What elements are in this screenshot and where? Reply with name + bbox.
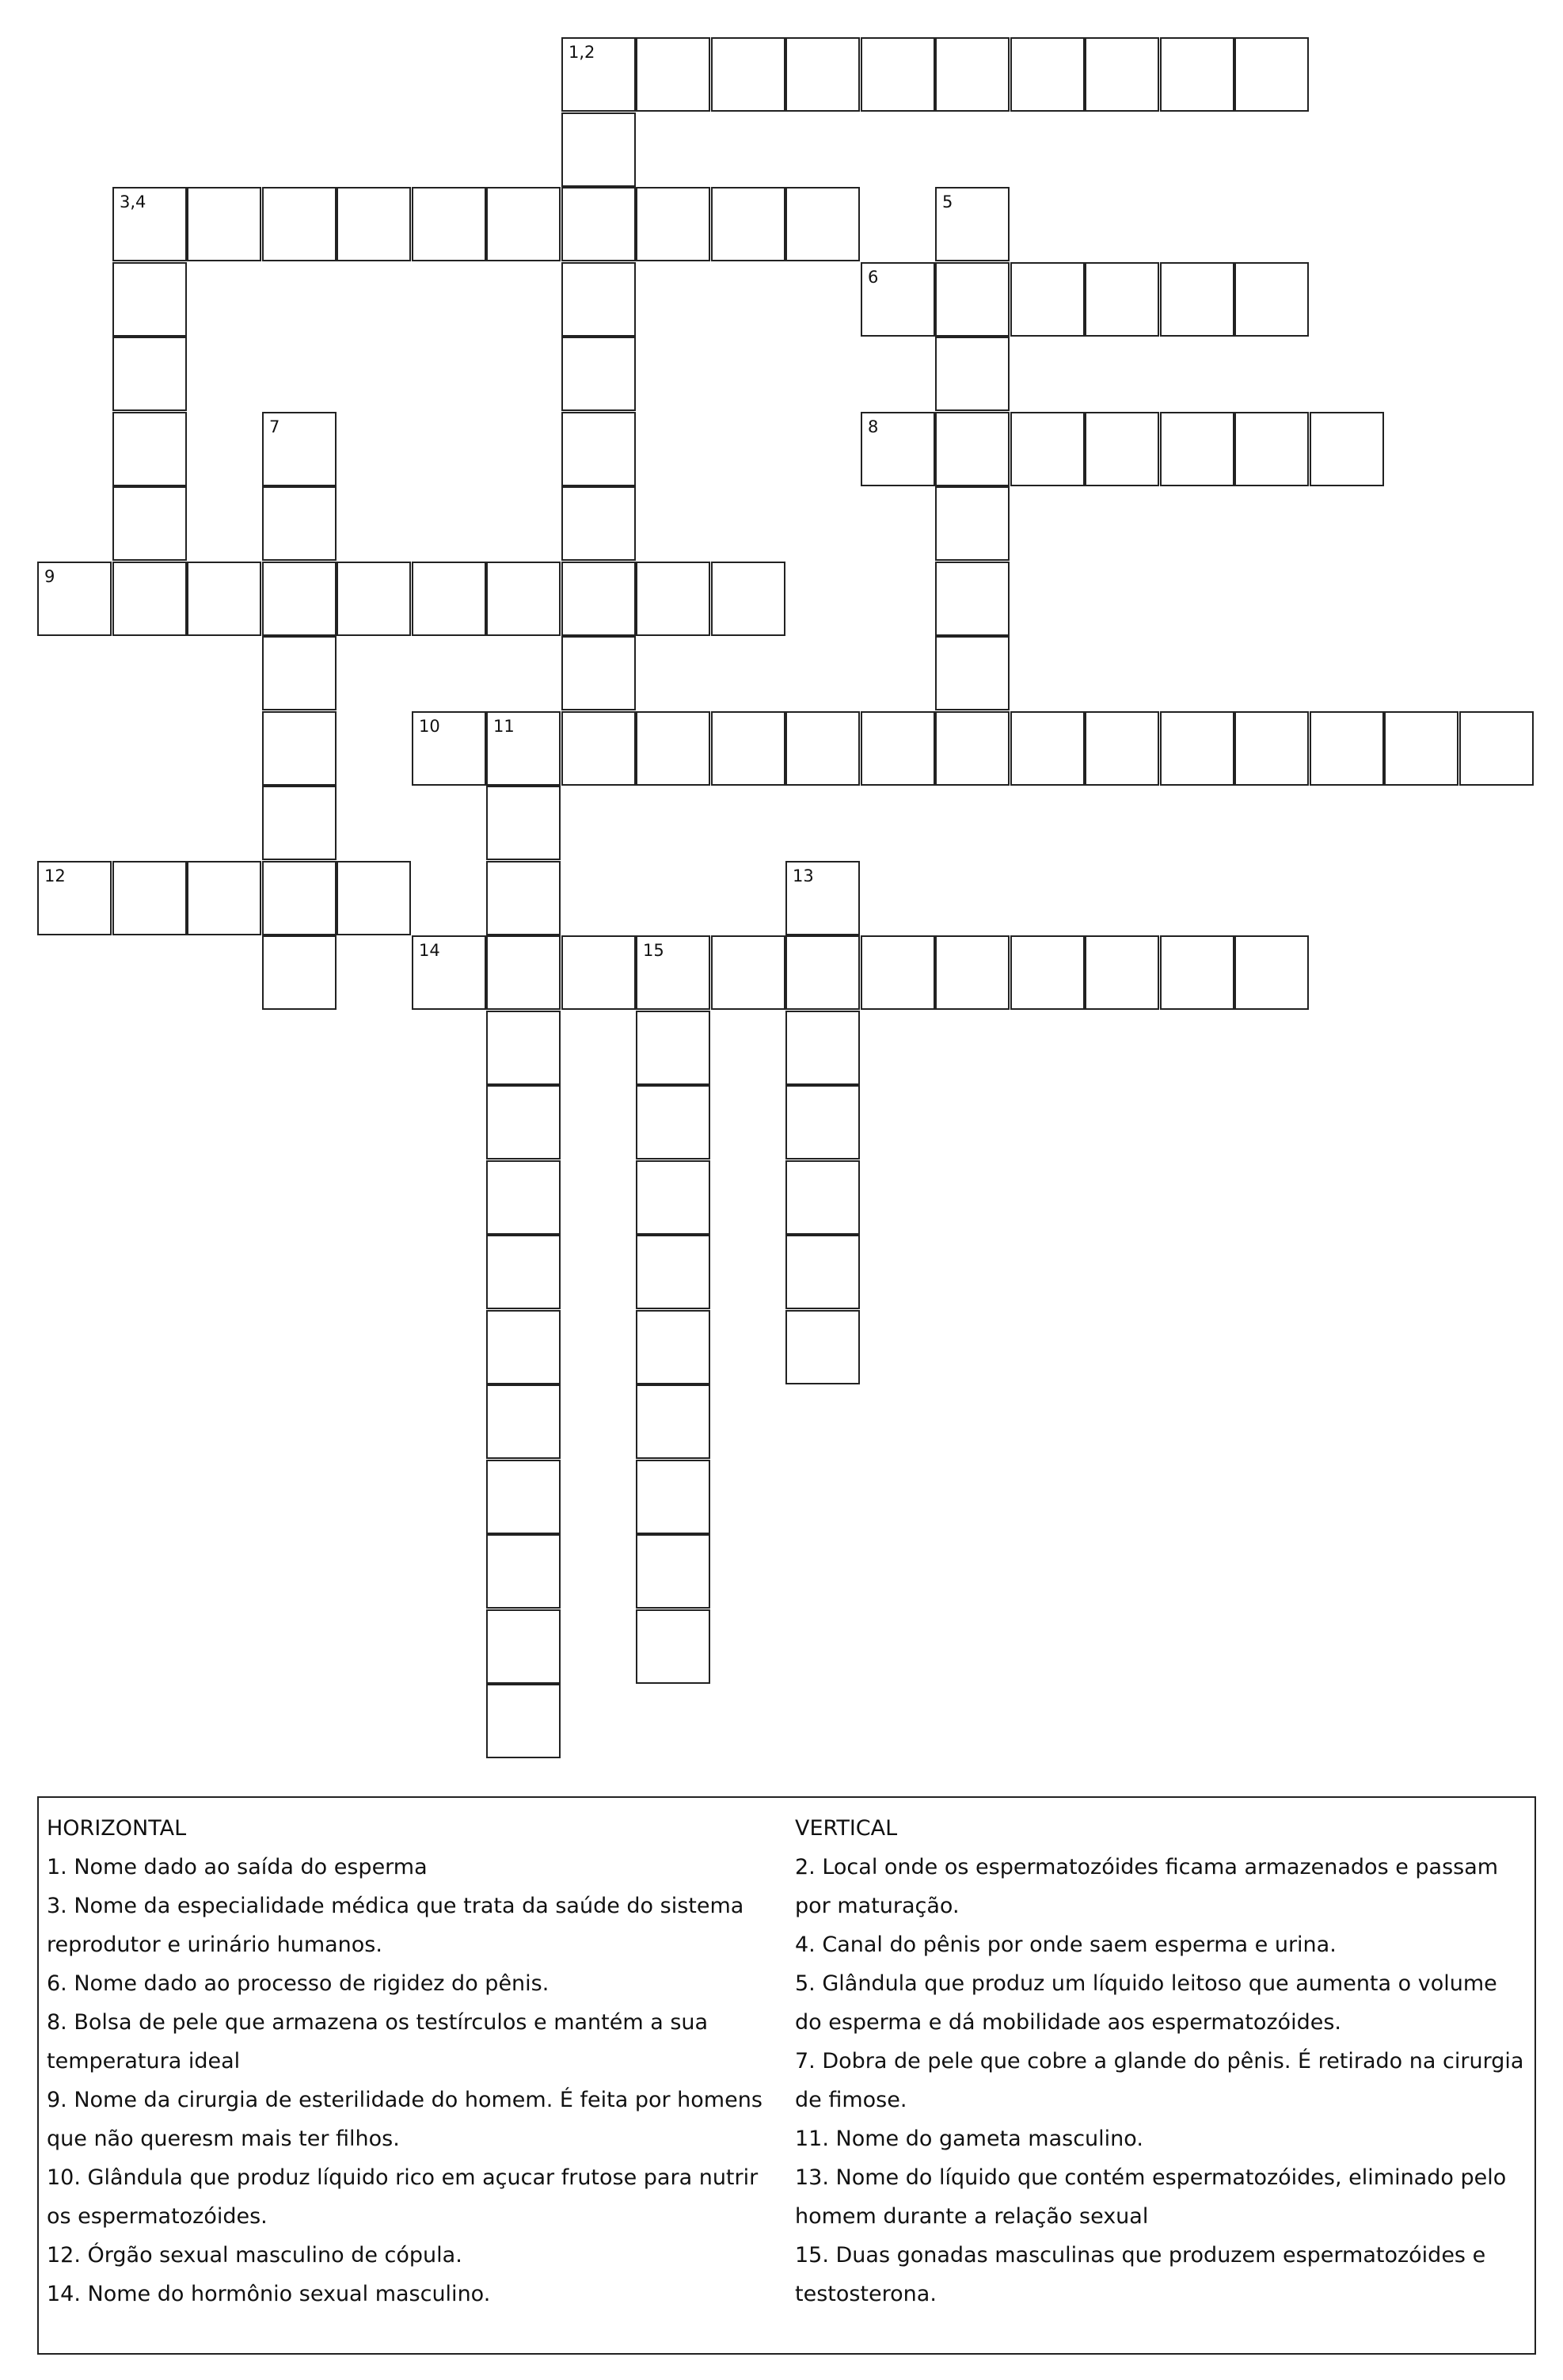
clue-10: 10. Glândula que produz líquido rico em açucar frutose para nutrir os espermatozóides. <box>47 2165 759 2229</box>
crossword-cell[interactable] <box>1010 37 1085 112</box>
crossword-cell[interactable] <box>187 861 261 935</box>
crossword-cell[interactable] <box>37 861 112 935</box>
crossword-cell[interactable] <box>785 935 860 1010</box>
crossword-cell[interactable] <box>711 935 785 1010</box>
crossword-cell[interactable] <box>1160 37 1234 112</box>
crossword-cell[interactable] <box>486 1310 561 1384</box>
crossword-cell[interactable] <box>935 486 1010 561</box>
crossword-cell[interactable] <box>486 1085 561 1160</box>
crossword-cell[interactable] <box>785 37 860 112</box>
crossword-cell[interactable] <box>636 1235 710 1309</box>
clue-number: 7 <box>269 417 280 436</box>
clue-5: 5. Glândula que produz um líquido leitoso que aumenta o volume do esperma e dá mobilidade aos espermatozóides. <box>795 1971 1497 2035</box>
crossword-cell[interactable] <box>861 262 935 337</box>
crossword-cell[interactable] <box>187 187 261 261</box>
crossword-cell[interactable] <box>486 935 561 1010</box>
clue-13: 13. Nome do líquido que contém espermatozóides, eliminado pelo homem durante a relação sexual <box>795 2165 1507 2229</box>
crossword-cell[interactable] <box>561 112 636 187</box>
crossword-cell[interactable] <box>1160 935 1234 1010</box>
crossword-cell[interactable] <box>486 786 561 860</box>
clue-number: 5 <box>942 192 953 211</box>
crossword-cell[interactable] <box>1085 262 1159 337</box>
clue-2: 2. Local onde os espermatozóides ficama armazenados e passam por maturação. <box>795 1855 1499 1918</box>
crossword-cell[interactable] <box>1234 935 1309 1010</box>
clue-15: 15. Duas gonadas masculinas que produzem espermatozóides e testosterona. <box>795 2243 1486 2306</box>
vertical-heading: VERTICAL <box>795 1816 898 1841</box>
crossword-cell[interactable] <box>1160 711 1234 786</box>
crossword-cell[interactable] <box>1010 412 1085 486</box>
crossword-cell[interactable] <box>1085 412 1159 486</box>
crossword-cell[interactable] <box>262 412 337 486</box>
crossword-cell[interactable] <box>561 37 636 112</box>
crossword-cell[interactable] <box>262 562 337 636</box>
clue-number: 10 <box>419 717 440 736</box>
clue-12: 12. Órgão sexual masculino de cópula. <box>47 2243 462 2268</box>
crossword-cell[interactable] <box>486 1384 561 1459</box>
clue-8: 8. Bolsa de pele que armazena os testírculos e mantém a sua temperatura ideal <box>47 2010 709 2073</box>
crossword-cell[interactable] <box>262 486 337 561</box>
crossword-cell[interactable] <box>785 1235 860 1309</box>
crossword-cell[interactable] <box>785 187 860 261</box>
crossword-cell[interactable] <box>935 412 1010 486</box>
crossword-cell[interactable] <box>785 711 860 786</box>
crossword-cell[interactable] <box>561 711 636 786</box>
crossword-cell[interactable] <box>636 562 710 636</box>
crossword-cell[interactable] <box>112 187 187 261</box>
clue-number: 6 <box>868 268 879 287</box>
crossword-cell[interactable] <box>561 412 636 486</box>
crossword-cell[interactable] <box>861 412 935 486</box>
crossword-cell[interactable] <box>486 1160 561 1235</box>
crossword-cell[interactable] <box>861 711 935 786</box>
crossword-cell[interactable] <box>935 187 1010 261</box>
clue-number: 13 <box>793 866 814 885</box>
crossword-cell[interactable] <box>636 1609 710 1684</box>
clue-14: 14. Nome do hormônio sexual masculino. <box>47 2282 491 2306</box>
crossword-cell[interactable] <box>1085 935 1159 1010</box>
crossword-cell[interactable] <box>1085 711 1159 786</box>
crossword-cell[interactable] <box>935 337 1010 411</box>
crossword-cell[interactable] <box>711 187 785 261</box>
clue-number: 14 <box>419 941 440 960</box>
crossword-cell[interactable] <box>1085 37 1159 112</box>
crossword-cell[interactable] <box>412 187 486 261</box>
crossword-cell[interactable] <box>935 636 1010 710</box>
crossword-cell[interactable] <box>112 412 187 486</box>
crossword-cell[interactable] <box>412 711 486 786</box>
crossword-cell[interactable] <box>636 1160 710 1235</box>
crossword-cell[interactable] <box>711 37 785 112</box>
crossword-cell[interactable] <box>337 562 411 636</box>
crossword-cell[interactable] <box>711 562 785 636</box>
crossword-cell[interactable] <box>486 1011 561 1085</box>
crossword-cell[interactable] <box>1459 711 1534 786</box>
crossword-cell[interactable] <box>262 187 337 261</box>
crossword-cell[interactable] <box>935 262 1010 337</box>
clue-11: 11. Nome do gameta masculino. <box>795 2127 1143 2151</box>
crossword-cell[interactable] <box>112 262 187 337</box>
clue-number: 11 <box>493 717 515 736</box>
crossword-cell[interactable] <box>561 187 636 261</box>
crossword-cell[interactable] <box>1310 412 1384 486</box>
crossword-cell[interactable] <box>112 562 187 636</box>
crossword-cell[interactable] <box>112 486 187 561</box>
crossword-cell[interactable] <box>561 337 636 411</box>
crossword-cell[interactable] <box>861 37 935 112</box>
crossword-cell[interactable] <box>262 711 337 786</box>
crossword-cell[interactable] <box>636 935 710 1010</box>
crossword-cell[interactable] <box>1010 262 1085 337</box>
crossword-cell[interactable] <box>711 711 785 786</box>
crossword-cell[interactable] <box>262 786 337 860</box>
crossword-cell[interactable] <box>1160 412 1234 486</box>
clue-number: 15 <box>643 941 664 960</box>
crossword-cell[interactable] <box>935 562 1010 636</box>
crossword-cell[interactable] <box>861 935 935 1010</box>
crossword-cell[interactable] <box>636 1310 710 1384</box>
clue-1: 1. Nome dado ao saída do esperma <box>47 1855 428 1879</box>
crossword-cell[interactable] <box>1160 262 1234 337</box>
crossword-cell[interactable] <box>187 562 261 636</box>
crossword-cell[interactable] <box>785 1011 860 1085</box>
crossword-cell[interactable] <box>636 1534 710 1609</box>
crossword-cell[interactable] <box>636 1011 710 1085</box>
crossword-cell[interactable] <box>785 1310 860 1384</box>
horizontal-clues <box>47 1809 783 2313</box>
crossword-cell[interactable] <box>1234 412 1309 486</box>
crossword-cell[interactable] <box>636 1460 710 1534</box>
crossword-cell[interactable] <box>486 562 561 636</box>
crossword-cell[interactable] <box>486 711 561 786</box>
crossword-cell[interactable] <box>935 711 1010 786</box>
crossword-cell[interactable] <box>486 1609 561 1684</box>
crossword-cell[interactable] <box>486 187 561 261</box>
crossword-cell[interactable] <box>561 935 636 1010</box>
crossword-cell[interactable] <box>1310 711 1384 786</box>
crossword-cell[interactable] <box>636 1085 710 1160</box>
clue-number: 1,2 <box>569 43 595 62</box>
clue-9: 9. Nome da cirurgia de esterilidade do homem. É feita por homens que não queresm mais ter filhos. <box>47 2088 762 2151</box>
crossword-cell[interactable] <box>412 935 486 1010</box>
crossword-cell[interactable] <box>262 861 337 935</box>
crossword-cell[interactable] <box>561 636 636 710</box>
clue-3: 3. Nome da especialidade médica que trata da saúde do sistema reprodutor e urinário humanos. <box>47 1894 744 1957</box>
crossword-cell[interactable] <box>1234 711 1309 786</box>
crossword-cell[interactable] <box>262 636 337 710</box>
crossword-cell[interactable] <box>636 187 710 261</box>
crossword-cell[interactable] <box>486 1684 561 1758</box>
crossword-cell[interactable] <box>1234 262 1309 337</box>
crossword-cell[interactable] <box>337 861 411 935</box>
crossword-cell[interactable] <box>486 861 561 935</box>
clue-6: 6. Nome dado ao processo de rigidez do pênis. <box>47 1971 550 1996</box>
clue-number: 9 <box>44 567 55 586</box>
crossword-cell[interactable] <box>486 1460 561 1534</box>
vertical-clues <box>795 1809 1530 2313</box>
crossword-cell[interactable] <box>1384 711 1458 786</box>
clues-box <box>37 1796 1536 2355</box>
crossword-cell[interactable] <box>486 1534 561 1609</box>
crossword-cell[interactable] <box>636 37 710 112</box>
clue-number: 8 <box>868 417 879 436</box>
crossword-cell[interactable] <box>412 562 486 636</box>
horizontal-heading: HORIZONTAL <box>47 1816 187 1841</box>
crossword-cell[interactable] <box>37 562 112 636</box>
clue-number: 12 <box>44 866 66 885</box>
clue-number: 3,4 <box>120 192 146 211</box>
crossword-cell[interactable] <box>1010 711 1085 786</box>
clue-7: 7. Dobra de pele que cobre a glande do pênis. É retirado na cirurgia de fimose. <box>795 2049 1524 2112</box>
crossword-cell[interactable] <box>112 337 187 411</box>
crossword-cell[interactable] <box>561 486 636 561</box>
crossword-cell[interactable] <box>1010 935 1085 1010</box>
crossword-cell[interactable] <box>262 935 337 1010</box>
crossword-cell[interactable] <box>561 262 636 337</box>
crossword-cell[interactable] <box>785 861 860 935</box>
crossword-cell[interactable] <box>561 562 636 636</box>
crossword-cell[interactable] <box>112 861 187 935</box>
crossword-cell[interactable] <box>636 1384 710 1459</box>
crossword-cell[interactable] <box>337 187 411 261</box>
crossword-cell[interactable] <box>1234 37 1309 112</box>
crossword-cell[interactable] <box>935 37 1010 112</box>
crossword-cell[interactable] <box>785 1085 860 1160</box>
crossword-cell[interactable] <box>935 935 1010 1010</box>
crossword-cell[interactable] <box>636 711 710 786</box>
clue-4: 4. Canal do pênis por onde saem esperma e urina. <box>795 1933 1337 1957</box>
crossword-cell[interactable] <box>486 1235 561 1309</box>
crossword-cell[interactable] <box>785 1160 860 1235</box>
